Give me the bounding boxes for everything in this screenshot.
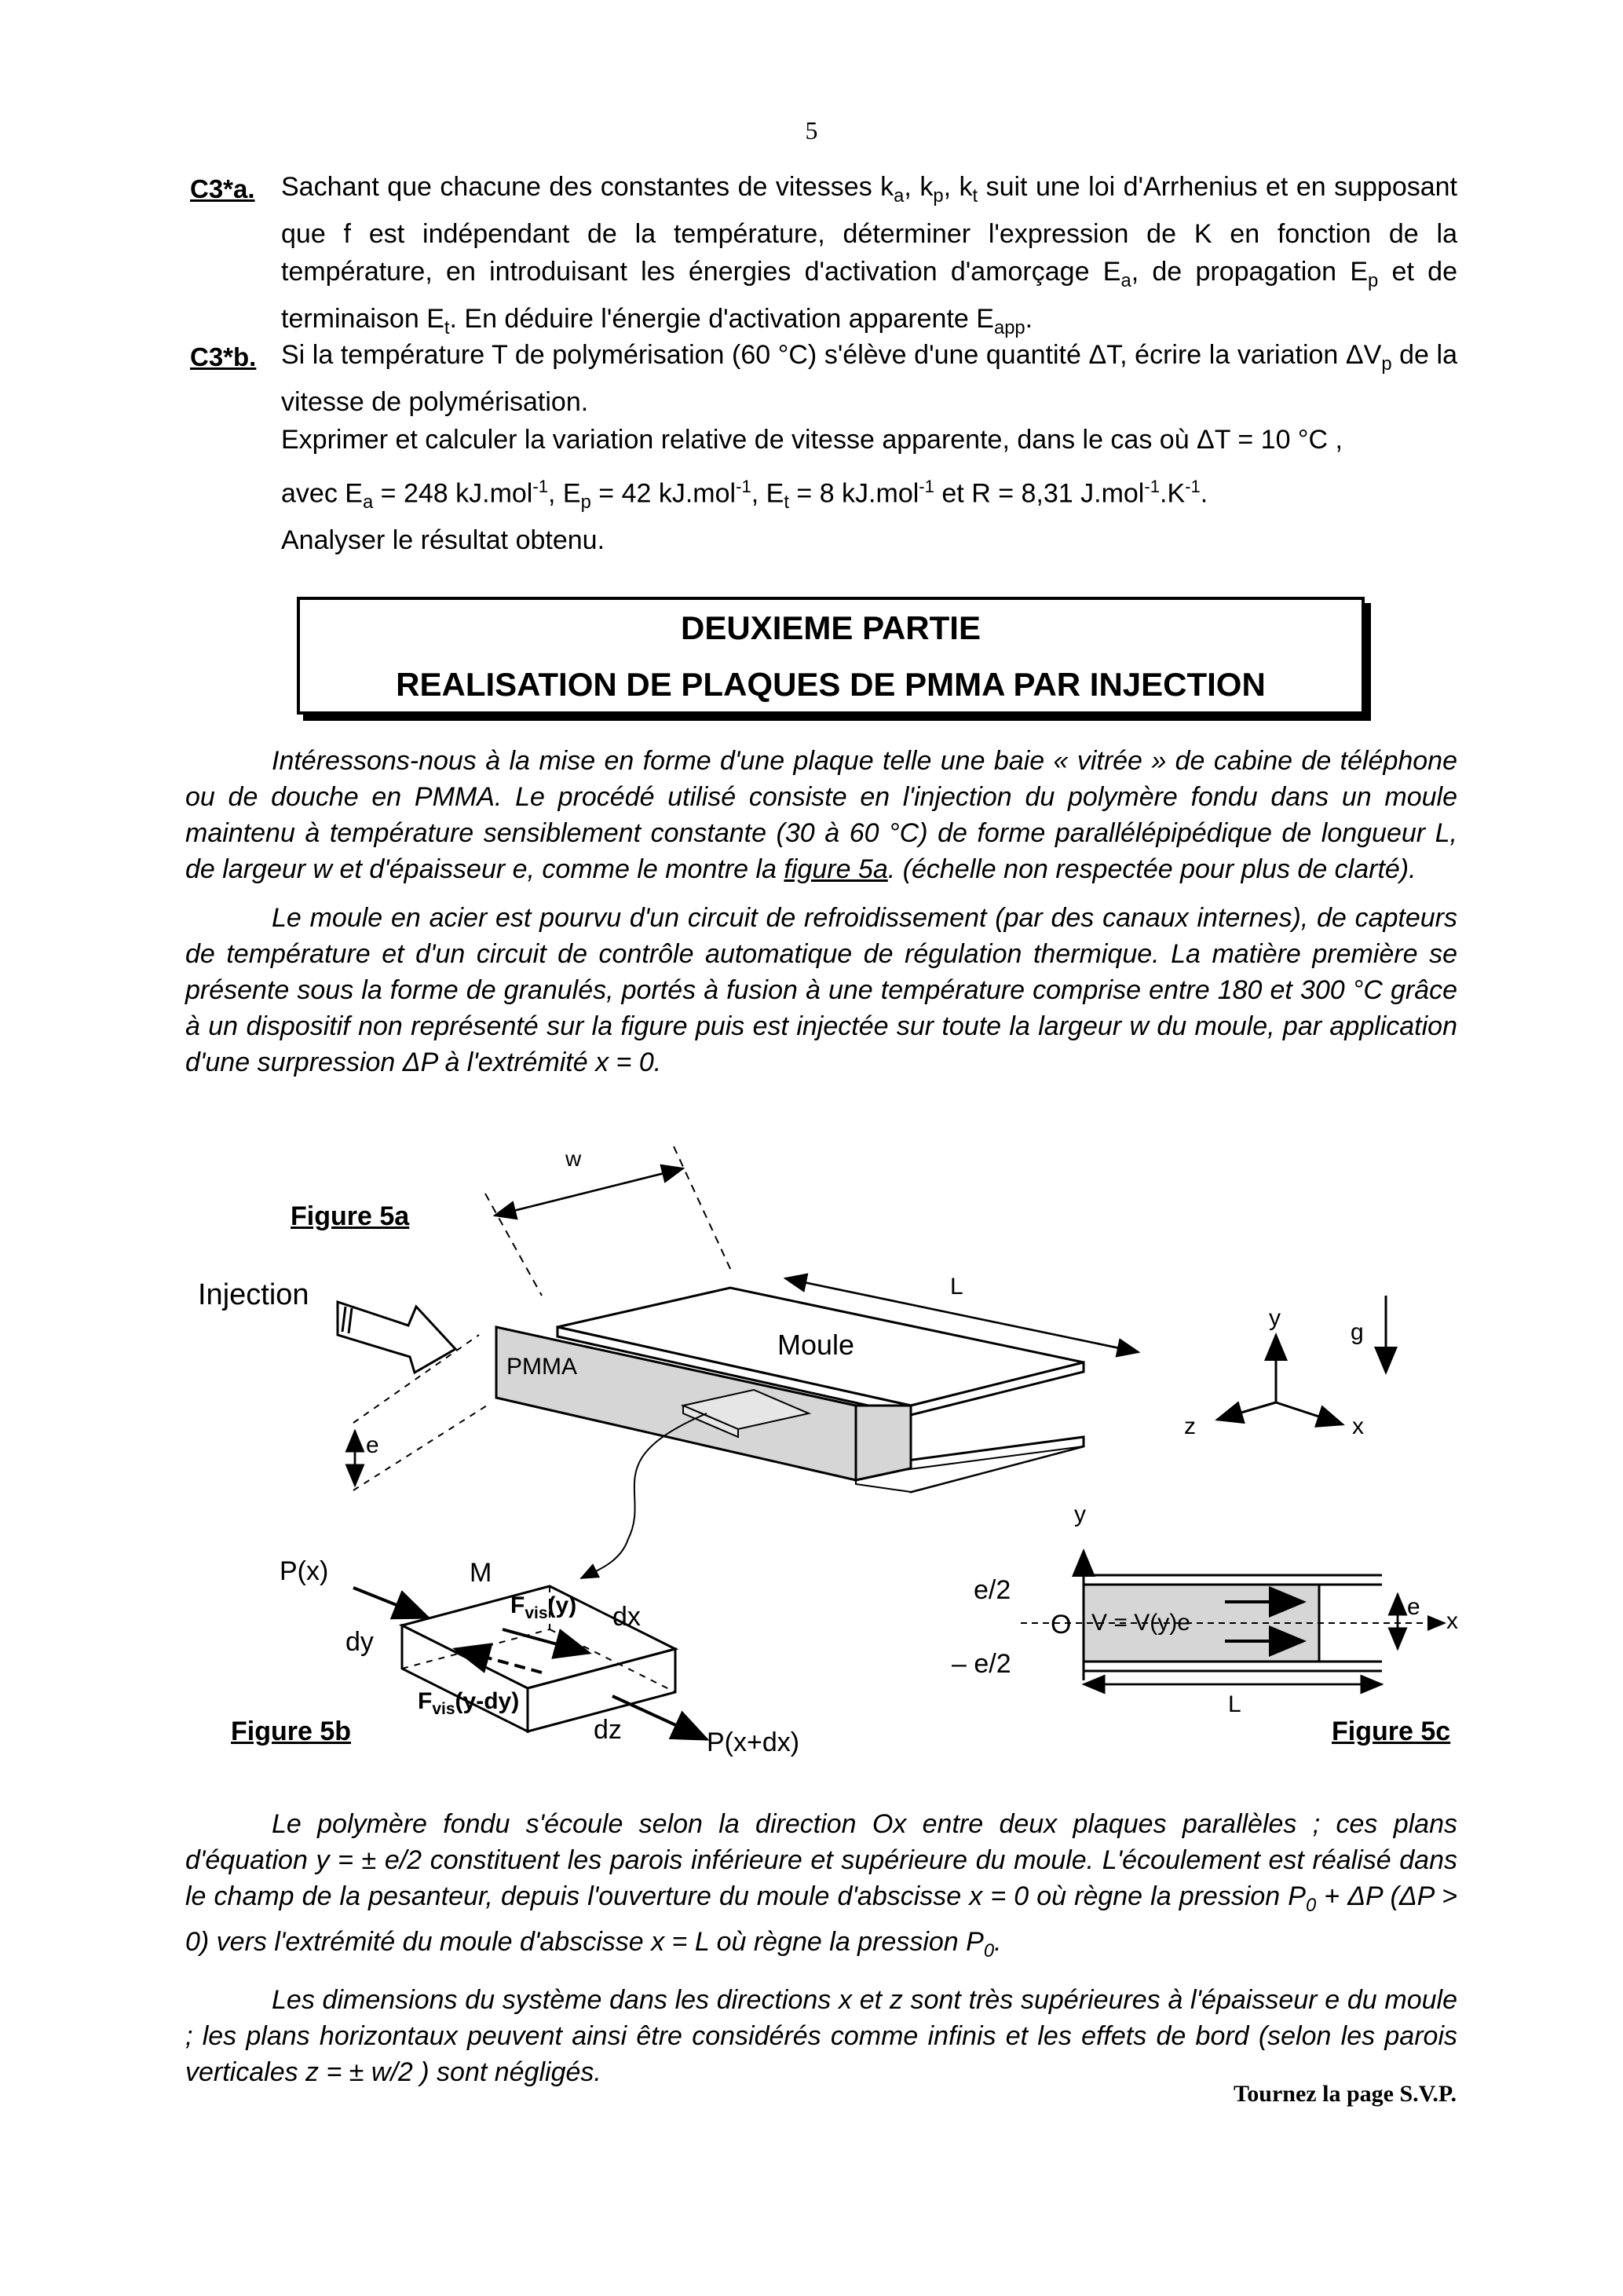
width-dimension (485, 1146, 732, 1296)
axes-5a (1217, 1296, 1386, 1424)
figure-5a-label: Figure 5a (291, 1201, 410, 1231)
L-label-5a: L (950, 1274, 963, 1300)
outro-text (185, 1806, 1457, 2090)
intro-paragraph-2: Le moule en acier est pourvu d'un circuit de refroidissement (par des canaux internes), de capteurs de température et d'un circuit de contrôle automatique de régulation thermique. La matière première se présente sous la forme de granulés, portés à fusion à une température comprise entre 180 et 300 °C grâce à un dispositif non représenté sur la figure puis est injectée sur toute la largeur w du moule, par application d'une surpression ΔP à l'extrémité x = 0. (185, 903, 1457, 1077)
point-M-label: M (470, 1558, 492, 1588)
origin-O-label: O (1051, 1610, 1072, 1640)
dz-label: dz (594, 1715, 622, 1745)
question-c3a: Sachant que chacune des constantes de vitesses $k_a$, $k_p$, $k_t$ suit une loi d'Arrhenius et en supposant que f est indépendant de la température, déterminer l'expression de K en fonction de la température, en introduisant les énergies d'activation d'amorçage $E_a$, de propagation $E_p$ et de terminaison $E_t$. En déduire l'énergie d'activation apparente $E_{app}$. (281, 172, 1457, 338)
figure-5c-label: Figure 5c (1332, 1717, 1451, 1746)
y-axis-label-5c: y (1074, 1501, 1086, 1527)
mould (496, 1288, 1084, 1492)
outro-paragraph-1: Le polymère fondu s'écoule selon la direction Ox entre deux plaques parallèles ; ces plans d'équation y = ± e/2 constituent les parois inférieure et supérieure du moule. L'écoulement est réalisé dans le champ de la pesanteur, depuis l'ouverture du moule d'abscisse x = 0 où règne la pression $P_0 + \Delta P$ (ΔP > 0) vers l'extrémité du moule d'abscisse x = L où règne la pression $P_0$. (185, 1809, 1457, 1961)
intro-text (185, 743, 1457, 1080)
figure-5b-label: Figure 5b (231, 1717, 352, 1746)
viscous-force-y-label: $F_{vis}(y)$ (510, 1592, 577, 1622)
e-label-5c: e (1407, 1594, 1420, 1620)
dy-label: dy (345, 1627, 374, 1657)
viscous-force-ydy-label: $F_{vis}(y-dy)$ (418, 1688, 520, 1718)
moule-label: Moule (777, 1329, 855, 1361)
figure-5a-link[interactable]: figure 5a (784, 854, 888, 884)
w-label: w (565, 1146, 582, 1171)
question-label-c3b: C3*b. (190, 342, 257, 371)
z-axis-label: z (1184, 1413, 1196, 1439)
velocity-label: V = V(y)e (1091, 1610, 1190, 1636)
dx-label: dx (612, 1602, 641, 1632)
e-label-5a: e (366, 1432, 379, 1458)
pressure-x-dx-label: P(x+dx) (707, 1727, 800, 1757)
outro-paragraph-2: Les dimensions du système dans les directions x et z sont très supérieures à l'épaisseur e du moule ; les plans horizontaux peuvent ainsi être considérés comme infinis et les effets de bord (selon les parois verticales z = ± w/2 ) sont négligés. (185, 1984, 1457, 2087)
part-title: DEUXIEME PARTIE (681, 609, 981, 646)
L-label-5c: L (1228, 1691, 1241, 1717)
x-axis-label-5c: x (1446, 1608, 1458, 1634)
question-c3b: Si la température T de polymérisation (60 °C) s'élève d'une quantité ΔT, écrire la variation $\Delta V_p$ de la vitesse de polymérisation. Exprimer et calculer la variation relative de vitesse apparente, dans le cas où ΔT = 10 °C , avec $E_a = 248$ kJ.mol$^{-1}$, $E_p = 42$ kJ.mol$^{-1}$, $E_t = 8$ kJ.mol$^{-1}$ et R = 8,31 $J.mol^{-1}.K^{-1}$. Analyser le résultat obtenu. (281, 340, 1458, 555)
pmma-label: PMMA (506, 1354, 577, 1380)
intro-paragraph-1: Intéressons-nous à la mise en forme d'une plaque telle une baie « vitrée » de cabine de téléphone ou de douche en PMMA. Le procédé utilisé consiste en l'injection du polymère fondu dans un moule maintenu à température sensiblement constante (30 à 60 °C) de forme parallélépipédique de longueur L, de largeur w et d'épaisseur e, comme le montre la figure 5a. (échelle non respectée pour plus de clarté). (185, 746, 1457, 884)
page-number: 5 (805, 116, 818, 144)
pressure-x-label: P(x) (280, 1556, 329, 1586)
part-subtitle: REALISATION DE PLAQUES DE PMMA PAR INJECTION (396, 666, 1266, 703)
x-axis-label-5a: x (1352, 1413, 1364, 1439)
y-axis-label-5a: y (1269, 1305, 1281, 1331)
figure-5-diagram (0, 1131, 1623, 1759)
injection-arrow (338, 1302, 455, 1373)
figure-5c-diagram (1021, 1551, 1445, 1684)
half-thickness-bottom-label: – e/2 (952, 1649, 1011, 1679)
part-title-box (297, 597, 1365, 715)
half-thickness-top-label: e/2 (974, 1575, 1011, 1605)
question-label-c3a: C3*a. (190, 174, 255, 203)
footer-turn-page: Tournez la page S.V.P. (1234, 2081, 1457, 2107)
injection-label: Injection (198, 1278, 309, 1311)
g-label: g (1351, 1319, 1364, 1345)
